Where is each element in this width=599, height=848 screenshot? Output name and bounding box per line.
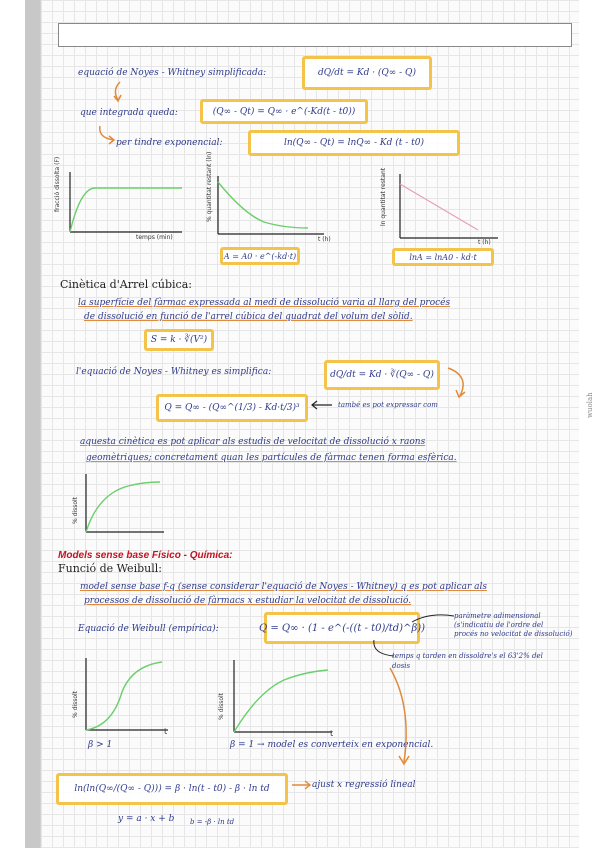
cube-root-q-formula: Q = Q∞ - (Q∞^(1/3) - Kd·t/3)³: [156, 394, 308, 422]
plot3-xlabel: t (h): [478, 239, 491, 246]
cube-root-text2: de dissolució en funció de l'arrel cúbica del quadrat del volum del sòlid.: [84, 312, 413, 322]
watermark-text: wuolah: [586, 392, 594, 418]
weibull-plot2-caption: β = 1 → model es converteix en exponencial.: [230, 740, 434, 750]
cube-root-text1: la superfície del fàrmac expressada al medi de dissolució varia al llarg del procés: [78, 298, 451, 308]
arrow-icon: [310, 400, 334, 410]
weibull-plot1-xlabel: t: [164, 727, 168, 736]
weibull-label: Equació de Weibull (empírica):: [78, 624, 219, 634]
plot1-xlabel: temps (min): [136, 234, 173, 241]
weibull-text1: model sense base f-q (sense considerar l'equació de Noyes - Whitney) q es pot aplicar als: [80, 582, 488, 592]
cube-root-apply1: aquesta cinètica es pot aplicar als estudis de velocitat de dissolució x raons: [80, 437, 426, 447]
noyes-whitney-label: equació de Noyes - Whitney simplificada:: [78, 68, 267, 78]
weibull-formula: Q = Q∞ · (1 - e^(-((t - t0)/td)^β)): [264, 612, 420, 644]
plot-ln-remaining: [378, 167, 508, 248]
integrated-formula: (Q∞ - Qt) = Q∞ · e^(-Kd(t - t0)): [200, 99, 368, 124]
noyes-whitney-formula: dQ/dt = Kd · (Q∞ - Q): [302, 56, 432, 90]
arrow-icon: [410, 610, 460, 630]
arrow-icon: [384, 666, 414, 774]
plot2-formula: A = A0 · e^(-kd·t): [220, 247, 300, 265]
plot-dissolved-fraction: [54, 156, 190, 241]
weibull-text2: processos de dissolució de fàrmacs x estudiar la velocitat de dissolució.: [84, 596, 412, 606]
cube-plot-ylabel: % dissolt: [72, 496, 79, 524]
exponential-label: per tindre exponencial:: [116, 138, 223, 148]
linear-note: ajust x regressió lineal: [312, 780, 416, 790]
plot-weibull-beta-eq1: [214, 656, 344, 740]
weibull-plot2-ylabel: % dissolt: [218, 692, 225, 720]
plot2-xlabel: t (h): [318, 236, 331, 243]
plot1-ylabel: fracció dissolta (F): [54, 156, 61, 212]
weibull-plot1-caption: β > 1: [88, 740, 113, 750]
nw-simplified-label: l'equació de Noyes - Whitney es simplifica:: [76, 367, 272, 377]
exponential-formula: ln(Q∞ - Qt) = lnQ∞ - Kd (t - t0): [248, 130, 460, 156]
note-time-1: temps q tarden en dissoldre's el 63'2% del: [392, 652, 543, 660]
plot-remaining-quantity: [204, 151, 334, 246]
cube-root-apply2: geomètriques; concretament quan les partícules de fàrmac tenen forma esfèrica.: [86, 453, 457, 463]
weibull-heading: Funció de Weibull:: [58, 562, 162, 575]
note-param-1: paràmetre adimensional: [454, 612, 541, 620]
cube-root-heading: Cinètica d'Arrel cúbica:: [60, 278, 192, 291]
linear-mapping2: b = -β · ln td: [190, 818, 235, 826]
note-time-2: dosis: [392, 662, 411, 670]
models-title: Models sense base Físico - Química:: [58, 550, 233, 561]
right-margin: [579, 0, 599, 848]
weibull-plot1-ylabel: % dissolt: [72, 690, 79, 718]
plot-weibull-beta-gt1: [72, 652, 172, 738]
plot2-ylabel: % quantitat restant (ln): [206, 151, 213, 222]
note-param-3: procés no velocitat de dissolució): [454, 630, 573, 638]
arrow-icon: [290, 780, 314, 790]
nw-simplified-formula: dQ/dt = Kd · ∛(Q∞ - Q): [324, 360, 440, 390]
linear-mapping: y = a · x + b: [118, 814, 175, 824]
note-param-2: (s'indicatiu de l'ordre del: [454, 621, 544, 629]
arrow-icon: [110, 80, 140, 104]
integrated-label: que integrada queda:: [80, 108, 178, 118]
weibull-plot2-xlabel: t: [330, 729, 334, 738]
left-margin-bar: [25, 0, 40, 848]
plot3-ylabel: ln quantitat restant: [380, 167, 387, 226]
arrow-icon: [442, 366, 472, 404]
plot3-formula: lnA = lnA0 - kd·t: [392, 248, 494, 266]
surface-formula: S = k · ∛(V²): [144, 329, 214, 351]
page-header-box: [58, 23, 572, 47]
linearized-weibull-formula: ln(ln(Q∞/(Q∞ - Q))) = β · ln(t - t0) - β · ln td: [56, 773, 288, 805]
plot-cube-root: [68, 470, 168, 540]
cube-root-q-note: també es pot expressar com: [338, 401, 438, 409]
